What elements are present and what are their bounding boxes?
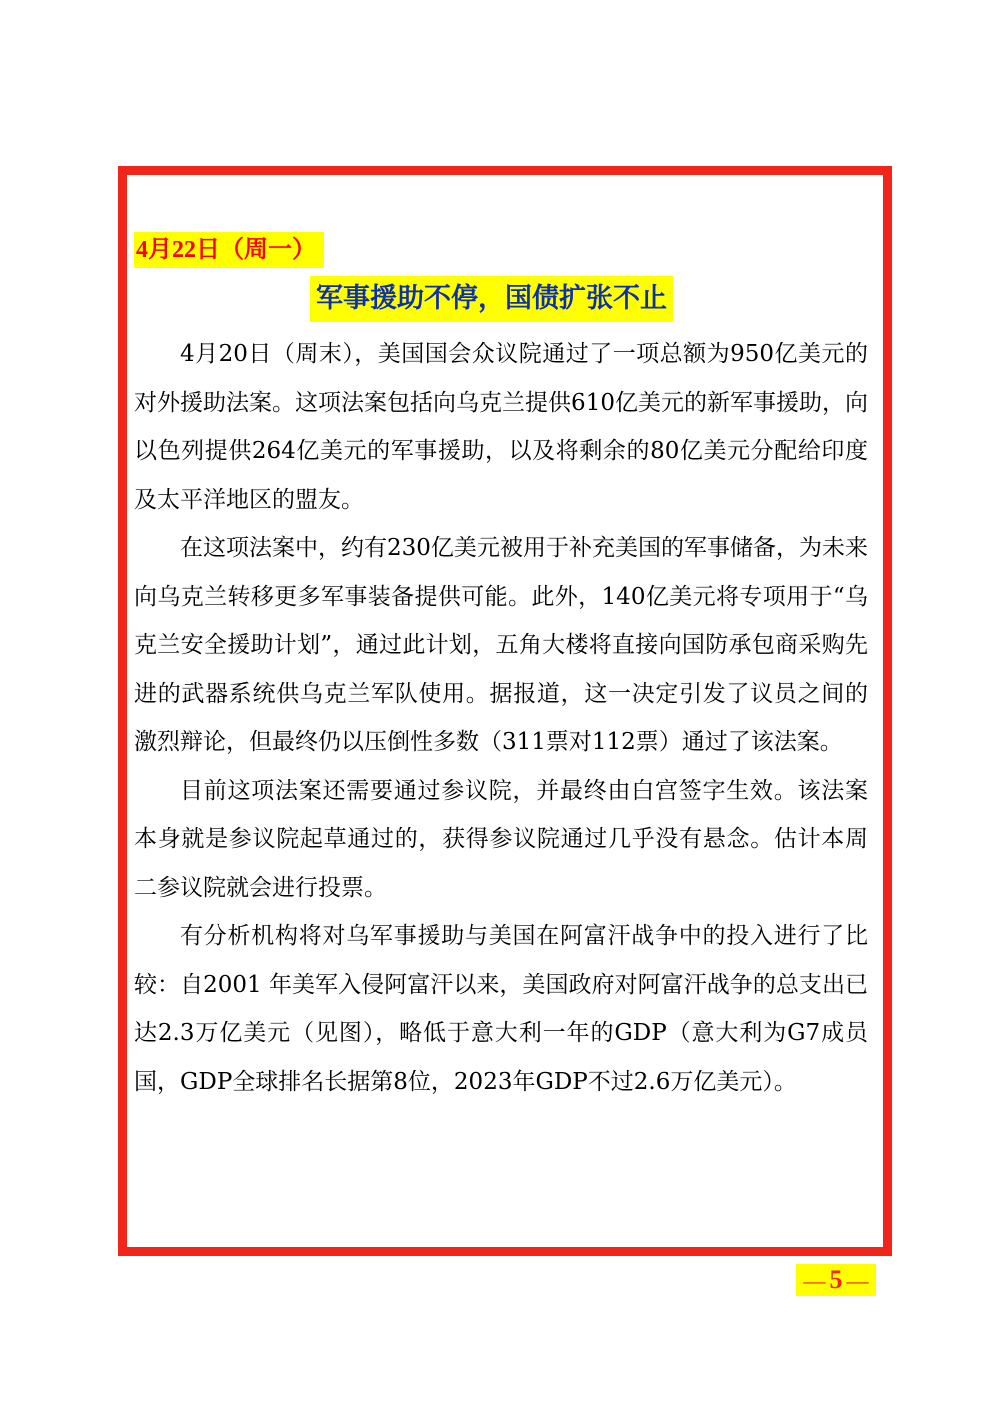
article-body <box>134 330 868 1106</box>
date-tag: 4月22日（周一） <box>134 232 324 268</box>
paragraph-4: 有分析机构将对乌军事援助与美国在阿富汗战争中的投入进行了比较：自2001 年美军入侵阿富汗以来，美国政府对阿富汗战争的总支出已达2.3万亿美元（见图），略低于意大利一年的GDP（意大利为G7成员国，GDP全球排名长据第8位，2023年GDP不过2.6万亿美元）。 <box>134 923 868 1095</box>
page-number: 5 <box>829 1265 843 1294</box>
page-number-badge <box>796 1264 876 1296</box>
paragraph-1: 4月20日（周末），美国国会众议院通过了一项总额为950亿美元的对外援助法案。这项法案包括向乌克兰提供610亿美元的新军事援助，向以色列提供264亿美元的军事援助，以及将剩余的80亿美元分配给印度及太平洋地区的盟友。 <box>134 341 868 513</box>
page-number-dash-left: — <box>803 1268 826 1293</box>
paragraph-2: 在这项法案中，约有230亿美元被用于补充美国的军事储备，为未来向乌克兰转移更多军事装备提供可能。此外，140亿美元将专项用于“乌克兰安全援助计划”，通过此计划，五角大楼将直接向国防承包商采购先进的武器系统供乌克兰军队使用。据报道，这一决定引发了议员之间的激烈辩论，但最终仍以压倒性多数（311票对112票）通过了该法案。 <box>134 535 868 755</box>
article-headline: 军事援助不停，国债扩张不止 <box>310 276 673 322</box>
page-number-dash-right: — <box>846 1268 869 1293</box>
paragraph-3: 目前这项法案还需要通过参议院，并最终由白宫签字生效。该法案本身就是参议院起草通过的，获得参议院通过几乎没有悬念。估计本周二参议院就会进行投票。 <box>134 777 868 901</box>
